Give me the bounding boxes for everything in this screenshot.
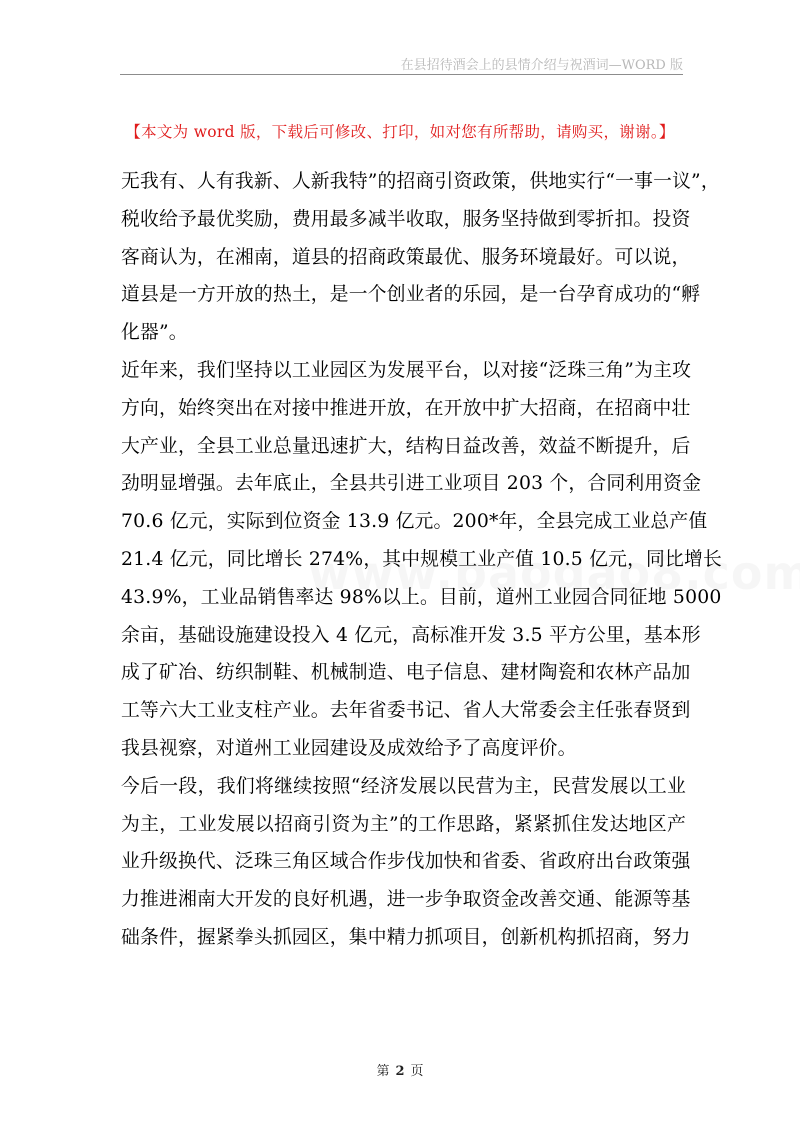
text-line: 税收给予最优奖励，费用最多减半收取，服务坚持做到零折扣。投资 [121, 208, 691, 230]
text-line: 今后一段，我们将继续按照“经济发展以民营为主，民营发展以工业 [121, 775, 686, 797]
text-line: 21.4 亿元，同比增长 274%，其中规模工业产值 10.5 亿元，同比增长 [121, 548, 722, 570]
paragraph-1 [121, 163, 720, 352]
footer-suffix: 页 [410, 1064, 424, 1079]
text-line: 70.6 亿元，实际到位资金 13.9 亿元。200*年，全县完成工业总产值 [121, 511, 708, 533]
text-line: 道县是一方开放的热土，是一个创业者的乐园，是一台孕育成功的“孵 [121, 284, 701, 306]
text-line: 客商认为，在湘南，道县的招商政策最优、服务环境最好。可以说， [121, 246, 691, 268]
paragraph-2 [121, 352, 722, 768]
text-line: 我县视察，对道州工业园建设及成效给予了高度评价。 [121, 737, 577, 759]
text-line: 业升级换代、泛珠三角区域合作步伐加快和省委、省政府出台政策强 [121, 851, 691, 873]
text-line: 础条件，握紧拳头抓园区，集中精力抓项目，创新机构抓招商，努力 [121, 926, 691, 948]
page-footer [0, 1060, 800, 1079]
page-number: 2 [395, 1064, 405, 1079]
text-line: 劲明显增强。去年底止，全县共引进工业项目 203 个，合同利用资金 [121, 473, 702, 495]
text-line: 力推进湘南大开发的良好机遇，进一步争取资金改善交通、能源等基 [121, 889, 691, 911]
text-line: 近年来，我们坚持以工业园区为发展平台，以对接“泛珠三角”为主攻 [121, 359, 692, 381]
header-title: 在县招待酒会上的县情介绍与祝酒词—WORD 版 [400, 58, 683, 73]
paragraph-3 [121, 768, 691, 957]
document-body [121, 163, 722, 957]
text-line: 余亩，基础设施建设投入 4 亿元，高标准开发 3.5 平方公里，基本形 [121, 624, 701, 646]
text-line: 大产业，全县工业总量迅速扩大，结构日益改善，效益不断提升，后 [121, 435, 691, 457]
text-line: 成了矿冶、纺织制鞋、机械制造、电子信息、建材陶瓷和农林产品加 [121, 662, 691, 684]
page-header [120, 52, 683, 75]
text-line: 无我有、人有我新、人新我特”的招商引资政策，供地实行“一事一议”， [121, 171, 720, 192]
text-line: 工等六大工业支柱产业。去年省委书记、省人大常委会主任张春贤到 [121, 700, 691, 722]
text-line: 化器”。 [121, 322, 188, 344]
footer-prefix: 第 [376, 1064, 390, 1079]
text-line: 为主，工业发展以招商引资为主”的工作思路，紧紧抓住发达地区产 [121, 813, 686, 835]
purchase-notice: 【本文为 word 版，下载后可修改、打印，如对您有所帮助，请购买，谢谢。】 [125, 123, 675, 141]
text-line: 方向，始终突出在对接中推进开放，在开放中扩大招商，在招商中壮 [121, 397, 691, 419]
text-line: 43.9%，工业品销售率达 98%以上。目前，道州工业园合同征地 5000 [121, 586, 722, 608]
